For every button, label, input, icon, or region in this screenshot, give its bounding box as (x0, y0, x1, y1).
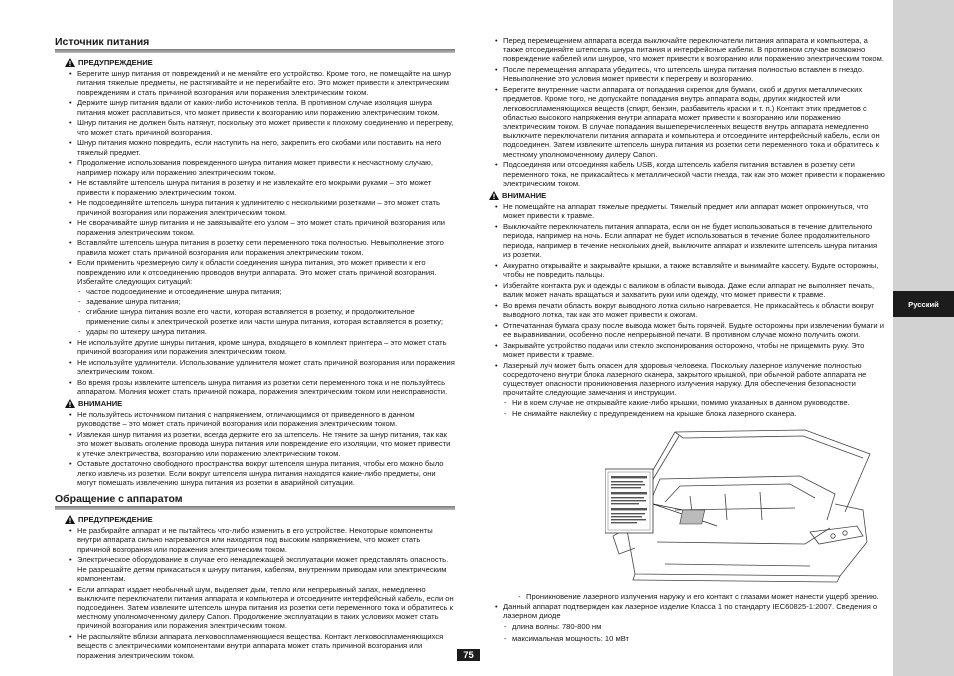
warning-triangle-icon (65, 515, 75, 524)
list-item: • Держите шнур питания вдали от каких-либо источников тепла. В противном случае изоляция шнура питания может расплавиться, что может привести к возгоранию или поражению электрическим током. (69, 98, 455, 116)
printer-laser-label-illustration (605, 424, 895, 584)
list-item: • Не вставляйте штепсель шнура питания в розетку и не извлекайте его мокрыми руками – это может привести к поражению электрическим током. (69, 178, 455, 196)
caution-label: ВНИМАНИЕ (78, 399, 123, 409)
list-item: • Электрическое оборудование в случае его ненадлежащей эксплуатации может представлять опасность. Не разрешайте детям прикасаться к шнуру питания, кабелям, внутренним приводам или электрическим компонентам. (69, 555, 455, 583)
power-caution-list (69, 410, 455, 487)
list-item: • Отпечатанная бумага сразу после вывода может быть горячей. Будьте осторожны при извлечении бумаги и ее выравнивании, особенно после непрерывной печати. В противном случае можно получить ожоги. (495, 321, 885, 339)
list-item: • Во время печати область вокруг выводного лотка сильно нагревается. Не прикасайтесь к области вокруг выводного лотка, так как это может привести к ожогам. (495, 301, 885, 319)
list-item: • Аккуратно открывайте и закрывайте крышки, а также вставляйте и вынимайте кассету. Будьте осторожны, чтобы не повредить пальцы. (495, 261, 885, 279)
list-item-text: Данный аппарат подтвержден как лазерное изделие Класса 1 по стандарту IEC60825-1:2007. Сведения о лазерном диоде (503, 602, 878, 621)
section-rule (55, 49, 455, 53)
list-item-text: Лазерный луч может быть опасен для здоровья человека. Поскольку лазерное излучение полностью сосредоточено внутри блока лазерного сканера, закрытого крышкой, при обычной работе аппарата не существует опасности проникновения лазерного излучения наружу. Для обеспечения безопасности прочитайте следующие замечания и инструкции. (503, 360, 867, 398)
handling-caution-list (495, 202, 885, 418)
sub-list-item: - частое подсоединение и отсоединение шнура питания; (77, 287, 455, 296)
section-title-handling: Обращение с аппаратом (55, 493, 183, 506)
handling-warning-list-continued (495, 36, 885, 188)
list-item: • Шнур питания не должен быть натянут, поскольку это может привести к плохому соединению и перегреву, что может стать причиной возгорания. (69, 118, 455, 136)
list-item: • Не используйте другие шнуры питания, кроме шнура, входящего в комплект принтера – это может стать причиной возгорания или поражения электрическим током. (69, 338, 455, 356)
printer-illustration-icon (605, 424, 895, 584)
list-item: • Не подсоединяйте штепсель шнура питания к удлинителю с несколькими розетками – это может стать причиной возгорания или поражения электрическим током. (69, 198, 455, 216)
caution-heading (489, 191, 885, 200)
list-item: • Берегите шнур питания от повреждений и не меняйте его устройство. Кроме того, не помещайте на шнур питания тяжелые предметы, не растягивайте и не перегибайте его. Это может привести к электрическим повреждениям и стать причиной возгорания или поражения электрическим током. (69, 69, 455, 97)
list-item: • Извлекая шнур питания из розетки, всегда держите его за штепсель. Не тяните за шнур питания, так как это может вызвать оголение провода шнура питания или повреждение его изоляции, что может привести к утечке электричества, возгоранию или поражению электрическим током. (69, 430, 455, 458)
warning-triangle-icon (65, 399, 75, 408)
list-item (495, 361, 885, 418)
list-item: • Перед перемещением аппарата всегда выключайте переключатели питания аппарата и компьютера, а также отсоединяйте штепсель шнура питания и интерфейсные кабели. В противном случае возможно повреждение кабелей или шнуров, что может привести к возгоранию или поражению электрическим током. (495, 36, 885, 64)
caution-label: ВНИМАНИЕ (502, 191, 547, 201)
warning-heading (65, 58, 455, 67)
warning-triangle-icon (65, 58, 75, 67)
list-item: • Шнур питания можно повредить, если наступить на него, закрепить его скобами или поставить на него тяжелый предмет. (69, 138, 455, 156)
list-item: • Не распыляйте вблизи аппарата легковоспламеняющиеся вещества. Контакт легковоспламеняющихся веществ с электрическими компонентами внутри аппарата может стать причиной возгорания или поражения электрическим током. (69, 632, 455, 660)
left-column (55, 36, 455, 661)
sub-list-item: - длина волны: 780-800 нм (503, 622, 885, 631)
sub-list-item: - Проникновение лазерного излучения наружу и его контакт с глазами может нанести ущерб зрению. (517, 592, 885, 601)
list-item: • Не используйте удлинители. Использование удлинителя может стать причиной возгорания или поражения электрическим током. (69, 358, 455, 376)
sidebar (893, 0, 954, 676)
sub-list-item: - сгибание шнура питания возле его части, которая вставляется в розетку, и продолжительное применение силы к электрической розетке или части шнура питания, которая вставляется в розетку; (77, 307, 455, 325)
sub-list-item: - удары по штекеру шнура питания. (77, 327, 455, 336)
sub-list (503, 398, 885, 417)
list-item (495, 602, 885, 643)
list-item: • Закрывайте устройство подачи или стекло экспонирования осторожно, чтобы не прищемить руку. Это может привести к травме. (495, 341, 885, 359)
list-item: • Не сворачивайте шнур питания и не завязывайте его узлом – это может стать причиной возгорания или поражения электрическим током. (69, 218, 455, 236)
list-item: • После перемещения аппарата убедитесь, что штепсель шнура питания полностью вставлен в гнездо. Невыполнение это условия может привести к перегреву и возгоранию. (495, 65, 885, 83)
list-item: • Оставьте достаточно свободного пространства вокруг штепселя шнура питания, чтобы его можно было легко извлечь из розетки. Если вокруг штепселя шнура питания находятся какие-либо предметы, они могут помешать извлечению шнура питания из розетки в аварийной ситуации. (69, 459, 455, 487)
right-column (495, 36, 885, 644)
sub-list-item: - Не снимайте наклейку с предупреждением на крышке блока лазерного сканера. (503, 409, 885, 418)
sub-list-item: - Ни в коем случае не открывайте какие-либо крышки, помимо указанных в данном руководстве. (503, 398, 885, 407)
handling-warning-list (69, 526, 455, 660)
list-item: • Не пользуйтесь источником питания с напряжением, отличающимся от приведенного в данном руководстве – это может стать причиной возгорания или поражения электрическим током. (69, 410, 455, 428)
power-warning-list (69, 69, 455, 396)
warning-triangle-icon (489, 191, 499, 200)
list-item: • Не разбирайте аппарат и не пытайтесь что-либо изменить в его устройстве. Некоторые компоненты внутри аппарата сильно нагреваются или находятся под высоким напряжением, что может стать причиной возгорания или поражения электрическим током. (69, 526, 455, 554)
laser-class-list (495, 602, 885, 643)
warning-label: ПРЕДУПРЕЖДЕНИЕ (78, 515, 153, 525)
sub-list-item: - задевание шнура питания; (77, 297, 455, 306)
sub-list (503, 622, 885, 642)
page-number: 75 (457, 649, 480, 661)
section-rule (55, 506, 455, 510)
warning-label: ПРЕДУПРЕЖДЕНИЕ (78, 58, 153, 67)
sub-list-item: - максимальная мощность: 10 мВт (503, 634, 885, 643)
section-title-power: Источник питания (55, 36, 150, 48)
warning-heading (65, 515, 455, 524)
list-item: • Если аппарат издает необычный шум, выделяет дым, тепло или непрерывный запах, немедленно выключите переключатели питания аппарата и компьютера и отсоедините интерфейсный кабель, если он подсоединен. Затем извлеките штепсель шнура питания из розетки сети переменного тока и обратитесь к местному уполномоченному дилеру Canon. Продолжение эксплуатации в таких условиях может стать причиной возгорания или поражения электрическим током. (69, 585, 455, 631)
caution-heading (65, 399, 455, 408)
list-item: • Вставляйте штепсель шнура питания в розетку сети переменного тока полностью. Невыполнение этого правила может стать причиной возгорания или поражения электрическим током. (69, 238, 455, 256)
list-item: • Не помещайте на аппарат тяжелые предметы. Тяжелый предмет или аппарат может опрокинуться, что может привести к травме. (495, 202, 885, 220)
list-item: • Во время грозы извлеките штепсель шнура питания из розетки сети переменного тока и не пользуйтесь аппаратом. Молния может стать причиной пожара, поражения электрическим током или неисправности. (69, 378, 455, 396)
list-item: • Избегайте контакта рук и одежды с валиком в области вывода. Даже если аппарат не выполняет печать, валик может начать вращаться и захватить руки или одежду, что может привести к травме. (495, 281, 885, 299)
list-item: • Продолжение использования поврежденного шнура питания может привести к несчастному случаю, например пожару или поражению электрическим током. (69, 158, 455, 176)
language-tab[interactable]: Русский (893, 291, 954, 317)
sub-list (77, 287, 455, 336)
list-item: • Подсоединяя или отсоединяя кабель USB, когда штепсель кабеля питания вставлен в розетку сети переменного тока, не прикасайтесь к металлической части гнезда, так как это может привести к поражению электрическим током. (495, 160, 885, 188)
list-item: • Берегите внутренние части аппарата от попадания скрепок для бумаги, скоб и других металлических предметов. Кроме того, не допускайте попадания внутрь аппарата воды, других жидкостей или легковоспламеняющихся веществ (спирт, бензин, разбавитель краски и т. п.) Контакт этих предметов с областью высокого напряжения внутри аппарата может привести к возгоранию или поражению электрическим током. В случае попадания вышеперечисленных веществ внутрь аппарата немедленно выключите переключатели питания аппарата и компьютера и отсоедините интерфейсный кабель, если он подсоединен. Затем извлеките штепсель шнура питания из розетки сети переменного тока и обратитесь к местному уполномоченному дилеру Canon. (495, 85, 885, 159)
list-item (69, 258, 455, 336)
after-figure-sub-list (517, 592, 885, 601)
list-item: • Выключайте переключатель питания аппарата, если он не будет использоваться в течение длительного периода, например на ночь. Если аппарат не будет использоваться в течение более продолжительного периода, например в течение нескольких дней, выключите аппарат и извлеките штепсель шнура питания из розетки. (495, 222, 885, 259)
list-item-text: Если применить чрезмерную силу к области соединения шнура питания, это может привести к его повреждению или к отсоединению проводов внутри аппарата. Это может стать причиной возгорания. Избегайте следующих ситуаций: (77, 258, 437, 286)
